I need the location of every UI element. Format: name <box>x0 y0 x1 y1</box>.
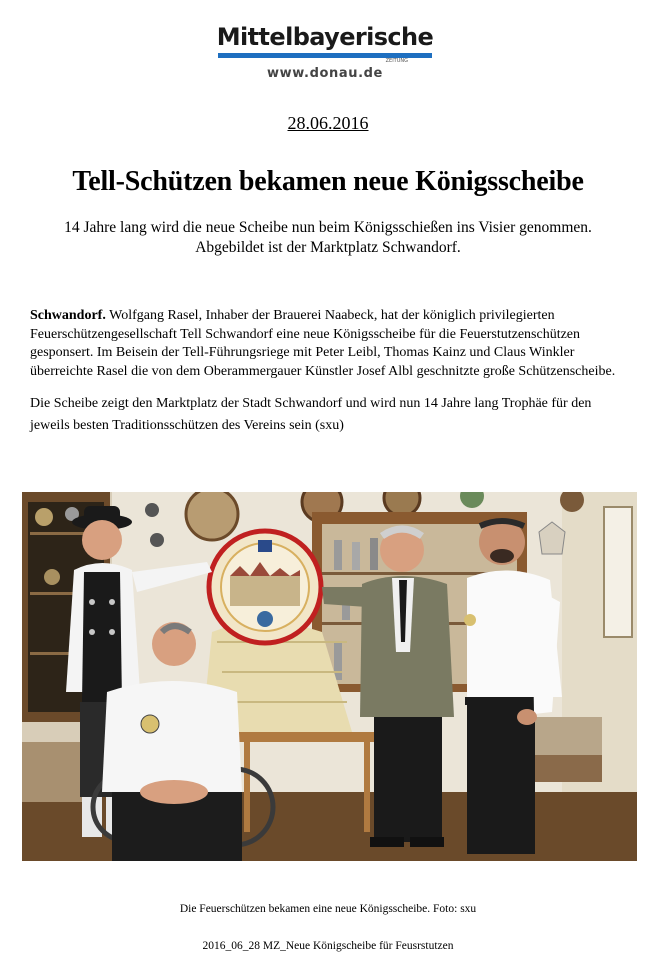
masthead-logo <box>212 22 438 84</box>
masthead-tagline: ZEITUNG <box>385 58 408 64</box>
article-photo <box>22 492 637 861</box>
article-headline: Tell-Schützen bekamen neue Königsscheibe <box>72 166 584 197</box>
photo-illustration <box>22 492 637 861</box>
article-paragraph-2: Die Scheibe zeigt den Marktplatz der Stadt Schwandorf und wird nun 14 Jahre lang Trophäe für den jeweils besten Traditionsschützen des Vereins sein (sxu) <box>30 396 592 433</box>
file-footer: 2016_06_28 MZ_Neue Königscheibe für Feusrstutzen <box>202 940 454 952</box>
article-paragraph-1-text: Wolfgang Rasel, Inhaber der Brauerei Naabeck, hat der königlich privilegierten Feuerschützengesellschaft Tell Schwandorf eine neue Königsscheibe für die Feuerstutzenschützen gesponsert. Im Beisein der Tell-Führungsriege mit Peter Leibl, Thomas Kainz und Claus Winkler überreichte Rasel die von dem Oberammergauer Künstler Josef Albl geschnitzte große Schützenscheibe. <box>30 308 616 379</box>
article-paragraph-1 <box>30 307 630 381</box>
masthead-website: www.donau.de <box>267 66 383 81</box>
masthead-name: Mittelbayerische <box>216 23 434 51</box>
article-body <box>30 307 630 449</box>
article-subtitle: 14 Jahre lang wird die neue Scheibe nun beim Königsschießen ins Visier genommen. Abgebildet ist der Marktplatz Schwandorf. <box>64 219 592 256</box>
article-date: 28.06.2016 <box>287 113 369 133</box>
photo-caption: Die Feuerschützen bekamen eine neue Königsscheibe. Foto: sxu <box>179 903 477 915</box>
article-dateline: Schwandorf. <box>30 308 106 323</box>
